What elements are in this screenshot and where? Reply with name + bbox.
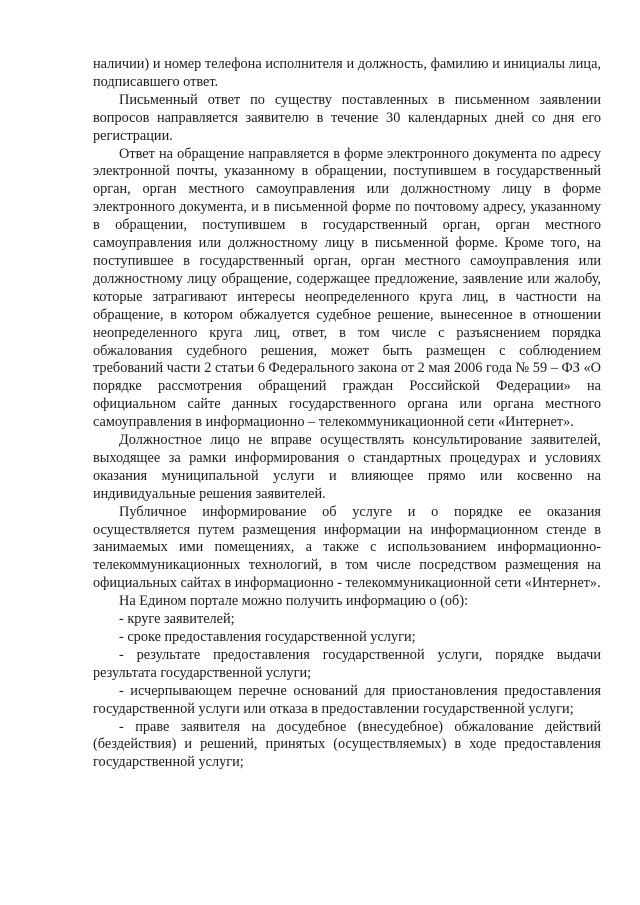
paragraph-continuation: наличии) и номер телефона исполнителя и должность, фамилию и инициалы лица, подписавшего ответ. [93,56,601,90]
list-item-applicants: - круге заявителей; [119,611,235,628]
list-item-service-result: - результате предоставления государственной услуги, порядке выдачи результата государственной услуги; [93,646,601,681]
paragraph-written-answer-term: Письменный ответ по существу поставленных в письменном заявлении вопросов направляется заявителю в течение 30 календарных дней со дня его регистрации. [93,91,601,144]
paragraph-official-restrictions: Должностное лицо не вправе осуществлять консультирование заявителей, выходящее за рамки информирования о стандартных процедурах и условиях оказания муниципальной услуги и влияющее прямо или косвенно на индивидуальные решения заявителей. [93,432,601,502]
document-body [93,56,601,772]
list-item-service-term: - сроке предоставления государственной услуги; [119,629,416,645]
list-item-appeal-right: - праве заявителя на досудебное (внесудебное) обжалование действий (бездействия) и решений, принятых (осуществляемых) в ходе предоставления государственной услуги; [93,718,601,771]
paragraph-public-informing: Публичное информирование об услуге и о порядке ее оказания осуществляется путем размещения информации на информационном стенде в занимаемых ими помещениях, а также с использованием информационно-телекоммуникационных технологий, в том числе посредством размещения на официальных сайтах в информационно - телекоммуникационной сети «Интернет». [93,503,601,592]
paragraph-portal-intro: На Едином портале можно получить информацию о (об): [119,593,469,610]
list-item-refusal-grounds: - исчерпывающем перечне оснований для приостановления предоставления государственной услуги или отказа в предоставлении государственной услуги; [93,682,601,717]
paragraph-answer-delivery: Ответ на обращение направляется в форме электронного документа по адресу электронной почты, указанному в обращении, поступившем в государственный орган, орган местного самоуправления или должностному лицу в форме электронного документа, и в письменной форме по почтовому адресу, указанному в обращении, поступившем в государственный орган, орган местного самоуправления или должностному лицу в письменной форме. Кроме того, на поступившее в государственный орган, орган местного самоуправления или должностному лицу обращение, содержащее предложение, заявление или жалобу, которые затрагивают интересы неопределенного круга лиц, в частности на обращение, в котором обжалуется судебное решение, вынесенное в отношении неопределенного круга лиц, ответ, в том числе с разъяснением порядка обжалования судебного решения, может быть размещен с соблюдением требований части 2 статьи 6 Федерального закона от 2 мая 2006 года № 59 – ФЗ «О порядке рассмотрения обращений граждан Российской Федерации» на официальном сайте данных государственного органа или органа местного самоуправления в информационно – телекоммуникационной сети «Интернет». [93,145,601,431]
